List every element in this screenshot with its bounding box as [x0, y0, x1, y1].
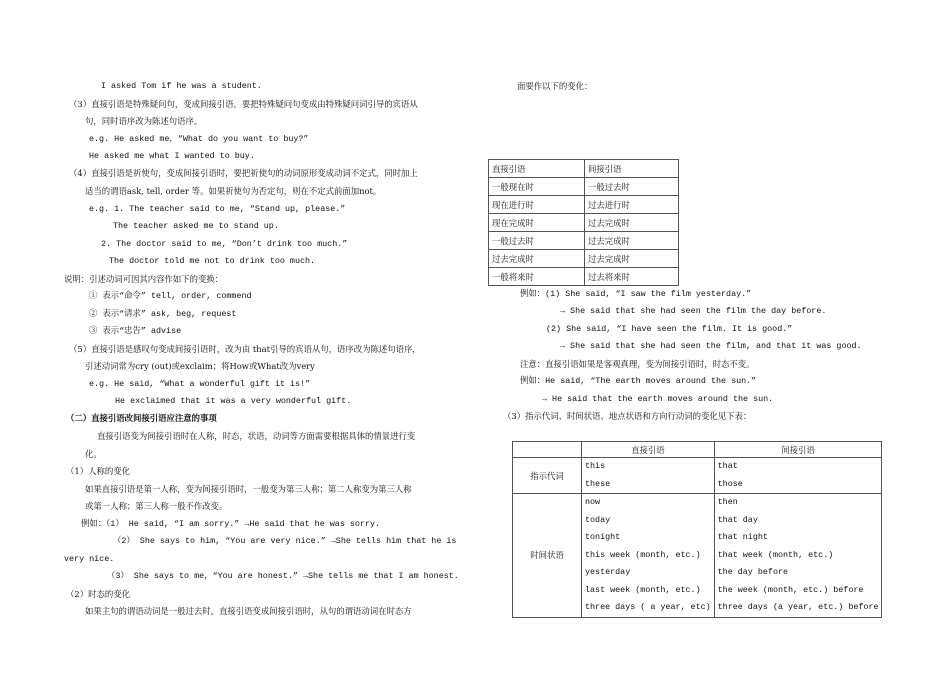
text-line: （1）人称的变化: [66, 466, 130, 476]
text-line: very nice.: [64, 554, 115, 564]
text-line: 说明：引述动词可因其内容作如下的变换：: [64, 274, 224, 284]
text-line: 如果直接引语是第一人称，变为间接引语时，一般变为第三人称；第二人称变为第三人称: [85, 484, 412, 494]
text-line: 例如：He said, “The earth moves around the sun.”: [520, 376, 757, 386]
text-line: The doctor told me not to drink too much.: [109, 256, 316, 266]
text-line: （3）直接引语是特殊疑问句，变成间接引语，要把特殊疑问句变成由特殊疑问词引导的宾语从: [69, 99, 418, 109]
text-line: → She said that she had seen the film the day before.: [560, 306, 827, 316]
text-line: 化。: [85, 449, 102, 459]
table-header-cell: 直接引语: [582, 442, 715, 458]
text-line: He asked me what I wanted to buy.: [89, 151, 255, 161]
text-line: The teacher asked me to stand up.: [113, 221, 279, 231]
table-cell: [714, 494, 882, 618]
table-cell: [582, 458, 715, 494]
text-line: （3） She says to me，“You are honest.” →She tells me that I am honest.: [107, 571, 459, 581]
table-row: [489, 160, 679, 178]
table-cell: 过去完成时: [489, 250, 585, 268]
cell-text: three days (a year, etc.) before: [717, 602, 879, 612]
text-line: （3）指示代词、时间状语、地点状语和方向行动词的变化见下表：: [503, 411, 752, 421]
table-cell: 过去完成时: [585, 250, 679, 268]
table-cell: 一般将来时: [489, 268, 585, 286]
table-cell: [714, 458, 882, 494]
table-cell: 一般过去时: [585, 178, 679, 196]
cell-text: last week (month, etc.): [585, 584, 701, 595]
text-line: 注意：直接引语如果是客观真理，变为间接引语时，时态不变。: [520, 359, 755, 369]
table-header-cell: 间接引语: [585, 160, 679, 178]
table-row: [489, 178, 679, 196]
text-line: ② 表示“请求” ask, beg, request: [89, 309, 237, 319]
table-header-cell: 间接引语: [714, 442, 882, 458]
text-line: （2）时态的变化: [66, 589, 130, 599]
text-line: 句，同时语序改为陈述句语序。: [85, 116, 203, 126]
text-line: 2. The doctor said to me, “Don’t drink too much.”: [101, 239, 348, 249]
table-cell: [582, 494, 715, 618]
text-line: He exclaimed that it was a very wonderful gift.: [115, 396, 352, 406]
table-cell: 过去完成时: [585, 232, 679, 250]
cell-text: this: [585, 461, 606, 471]
text-line: 面要作以下的变化：: [517, 81, 593, 91]
cell-text: that day: [717, 514, 758, 525]
text-line: I asked Tom if he was a student.: [101, 81, 262, 91]
table-cell: 过去完成时: [585, 214, 679, 232]
word-change-table: [512, 441, 882, 618]
tense-change-table: [488, 159, 679, 286]
text-line: （2） She says to him, “You are very nice.” →She tells him that he is: [113, 536, 457, 546]
table-row: [513, 442, 882, 458]
row-label-cell: 时间状语: [513, 494, 582, 618]
cell-text: tonight: [585, 532, 621, 542]
text-line: ① 表示“命令” tell, order, commend: [89, 291, 252, 301]
table-cell: 过去进行时: [585, 196, 679, 214]
text-line: e.g. He said, “What a wonderful gift it is!”: [89, 379, 311, 389]
table-row: [513, 494, 882, 618]
text-line: 如果主句的谓语动词是一般过去时，直接引语变成间接引语时，从句的谓语动词在时态方: [85, 606, 412, 616]
text-line: 适当的谓语ask, tell, order 等。如果祈使句为否定句，则在不定式前面加not。: [85, 186, 382, 196]
text-line: (2) She said, “I have seen the film. It is good.”: [546, 324, 793, 334]
cell-text: the week (month, etc.) before: [717, 584, 864, 595]
cell-text: that week (month, etc.): [717, 549, 834, 560]
text-line: ③ 表示“忠告” advise: [89, 326, 182, 336]
text-line: 引述动词常为cry (out)或exclaim；将How或What改为very: [85, 361, 315, 371]
text-line: （5）直接引语是感叹句变成间接引语时，改为由 that引导的宾语从句，语序改为陈述句语序，: [69, 344, 421, 354]
table-row: [489, 214, 679, 232]
text-line: → He said that the earth moves around the sun.: [542, 394, 774, 404]
cell-text: those: [717, 478, 743, 489]
cell-text: this week (month, etc.): [585, 549, 701, 560]
text-line: e.g. 1. The teacher said to me, “Stand up, please.”: [89, 204, 346, 214]
cell-text: these: [585, 478, 611, 489]
table-row: [489, 250, 679, 268]
cell-text: today: [585, 514, 611, 525]
table-row: [513, 458, 882, 494]
section-heading: （二）直接引语改间接引语应注意的事项: [66, 413, 217, 423]
cell-text: the day before: [717, 567, 789, 577]
cell-text: yesterday: [585, 567, 631, 577]
cell-text: then: [717, 497, 738, 507]
table-row: [489, 268, 679, 286]
table-cell: 过去将来时: [585, 268, 679, 286]
table-header-cell: 直接引语: [489, 160, 585, 178]
text-line: （4）直接引语是祈使句，变成间接引语时，要把祈使句的动词原形变成动词不定式，同时加上: [69, 168, 418, 178]
table-cell: 现在完成时: [489, 214, 585, 232]
cell-text: three days ( a year, etc): [585, 602, 711, 612]
cell-text: now: [585, 497, 601, 507]
table-cell: 一般现在时: [489, 178, 585, 196]
row-label-cell: 指示代词: [513, 458, 582, 494]
text-line: 或第一人称；第三人称一般不作改变。: [85, 501, 228, 511]
table-row: [489, 196, 679, 214]
table-cell: 一般过去时: [489, 232, 585, 250]
text-line: 直接引语变为间接引语时在人称，时态，状语，动词等方面需要根据具体的情景进行变: [97, 431, 416, 441]
text-line: 例如：(1) She said, “I saw the film yesterday.”: [520, 289, 752, 299]
text-line: → She said that she had seen the film, and that it was good.: [560, 341, 862, 351]
text-line: e.g. He asked me，“What do you want to buy?”: [89, 134, 309, 144]
table-cell: 现在进行时: [489, 196, 585, 214]
table-row: [489, 232, 679, 250]
cell-text: that: [717, 461, 738, 471]
table-header-cell: [513, 442, 582, 458]
cell-text: that night: [717, 532, 768, 542]
text-line: 例如：（1） He said, “I am sorry.” →He said that he was sorry.: [81, 519, 381, 529]
